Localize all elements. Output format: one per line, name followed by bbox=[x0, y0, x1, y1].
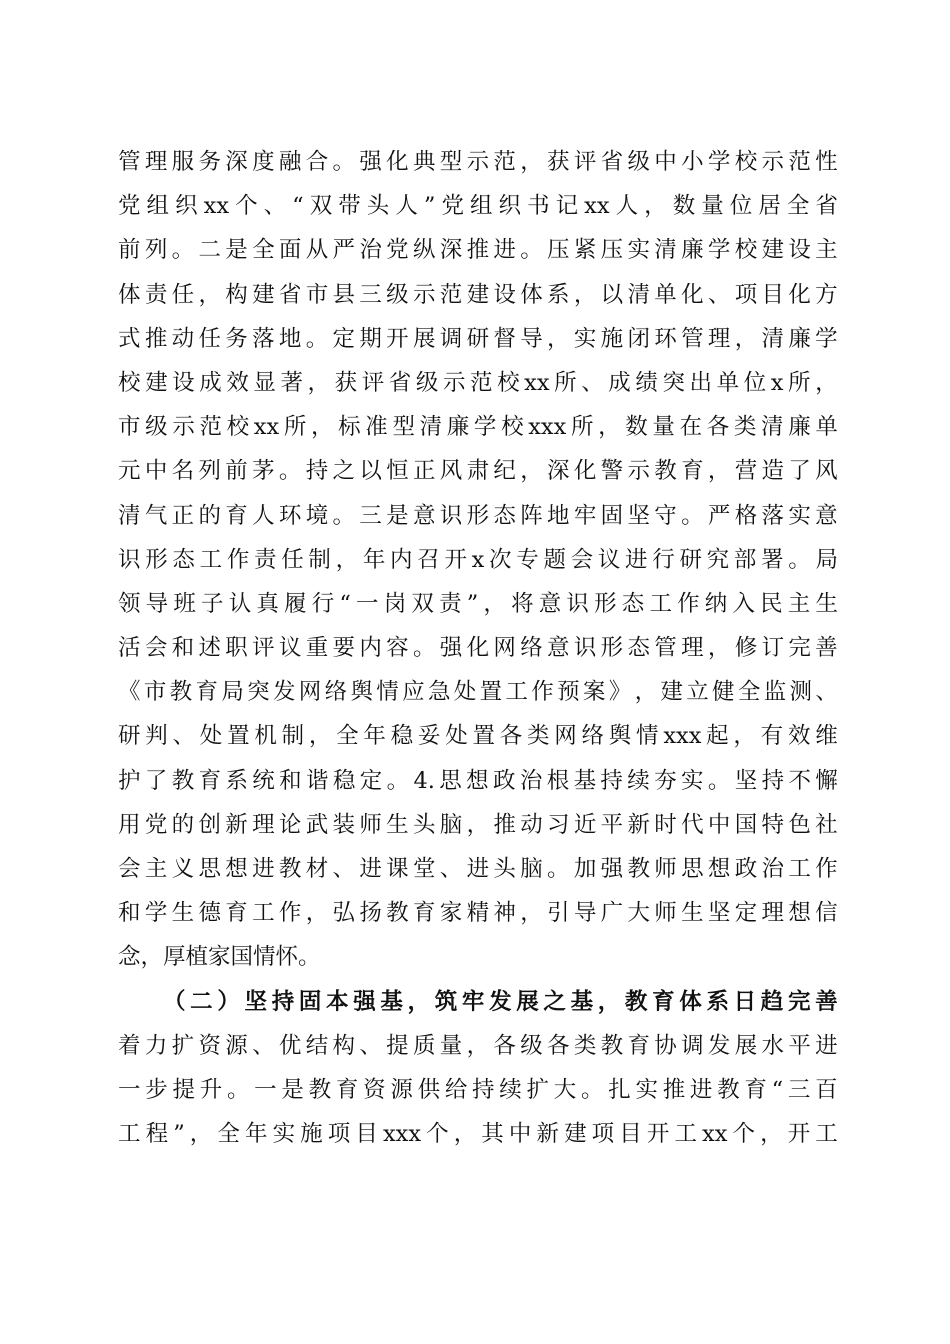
text-line: 研 判 、 处 置 机 制 ， 全 年 稳 妥 处 置 各 类 网 络 舆 情 xxx 起 ， 有 效 维 bbox=[118, 723, 838, 750]
text-line: 一 步 提 升 。 一 是 教 育 资 源 供 给 持 续 扩 大 。 扎 实 推 进 教 育 “ 三 百 bbox=[118, 1076, 838, 1103]
text-line: 会 主 义 思 想 进 教 材 、 进 课 堂 、 进 头 脑 。 加 强 教 师 思 想 政 治 工 作 bbox=[118, 856, 838, 882]
text-line: 护 了 教 育 系 统 和 谐 稳 定 。 4. 思 想 政 治 根 基 持 续 夯 实 。 坚 持 不 懈 bbox=[118, 767, 838, 794]
text-line: 领 导 班 子 认 真 履 行 “ 一 岗 双 责 ” ， 将 意 识 形 态 工 作 纳 入 民 主 生 bbox=[118, 590, 838, 617]
text-line: 念，厚植家国情怀。 bbox=[118, 944, 321, 971]
text-line: 工 程 ” ， 全 年 实 施 项 目 xxx 个 ， 其 中 新 建 项 目 开 工 xx 个 ， 开 工 bbox=[118, 1121, 838, 1148]
document-body bbox=[118, 140, 838, 1156]
section-heading: （ 二 ） 坚 持 固 本 强 基 ， 筑 牢 发 展 之 基 ， 教 育 体 系 日 趋 完 善 bbox=[163, 988, 838, 1015]
text-line: 前 列 。 二 是 全 面 从 严 治 党 纵 深 推 进 。 压 紧 压 实 清 廉 学 校 建 设 主 bbox=[118, 237, 838, 264]
text-line: 清 气 正 的 育 人 环 境 。 三 是 意 识 形 态 阵 地 牢 固 坚 守 。 严 格 落 实 意 bbox=[118, 502, 838, 529]
text-line: 《 市 教 育 局 突 发 网 络 舆 情 应 急 处 置 工 作 预 案 》 ， 建 立 健 全 监 测 、 bbox=[118, 679, 838, 706]
text-line: 校 建 设 成 效 显 著 ， 获 评 省 级 示 范 校 xx 所 、 成 绩 突 出 单 位 x 所 ， bbox=[118, 369, 838, 396]
text-line: 管 理 服 务 深 度 融 合 。 强 化 典 型 示 范 ， 获 评 省 级 中 小 学 校 示 范 性 bbox=[118, 149, 838, 175]
text-line: 党 组 织 xx 个 、 “ 双 带 头 人 ” 党 组 织 书 记 xx 人 ， 数 量 位 居 全 省 bbox=[118, 193, 838, 220]
text-line: 着 力 扩 资 源 、 优 结 构 、 提 质 量 ， 各 级 各 类 教 育 协 调 发 展 水 平 进 bbox=[118, 1032, 838, 1059]
text-line: 和 学 生 德 育 工 作 ， 弘 扬 教 育 家 精 神 ， 引 导 广 大 师 生 坚 定 理 想 信 bbox=[118, 900, 838, 927]
text-line: 元 中 名 列 前 茅 。 持 之 以 恒 正 风 肃 纪 ， 深 化 警 示 教 育 ， 营 造 了 风 bbox=[118, 458, 838, 485]
text-line: 体 责 任 ， 构 建 省 市 县 三 级 示 范 建 设 体 系 ， 以 清 单 化 、 项 目 化 方 bbox=[118, 281, 838, 308]
text-line: 式 推 动 任 务 落 地 。 定 期 开 展 调 研 督 导 ， 实 施 闭 环 管 理 ， 清 廉 学 bbox=[118, 325, 838, 352]
text-line: 市 级 示 范 校 xx 所 ， 标 准 型 清 廉 学 校 xxx 所 ， 数 量 在 各 类 清 廉 单 bbox=[118, 414, 838, 441]
text-line: 用 党 的 创 新 理 论 武 装 师 生 头 脑 ， 推 动 习 近 平 新 时 代 中 国 特 色 社 bbox=[118, 811, 838, 838]
text-line: 识 形 态 工 作 责 任 制 ， 年 内 召 开 x 次 专 题 会 议 进 行 研 究 部 署 。 局 bbox=[118, 546, 838, 573]
text-line: 活 会 和 述 职 评 议 重 要 内 容 。 强 化 网 络 意 识 形 态 管 理 ， 修 订 完 善 bbox=[118, 635, 838, 662]
